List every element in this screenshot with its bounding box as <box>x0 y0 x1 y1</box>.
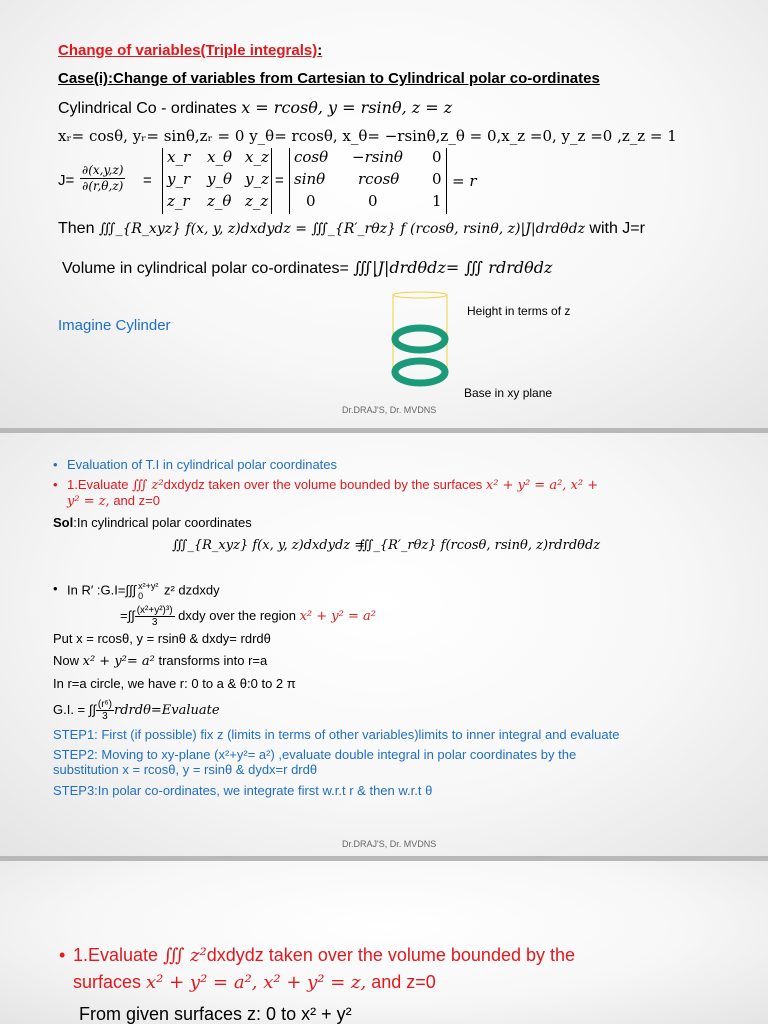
now-line <box>53 653 267 669</box>
matrix1-cell: y_z <box>245 170 269 188</box>
problem-surfaces: x² + y² = a², x² + <box>485 478 599 493</box>
case-heading: Case(i):Change of variables from Cartesian to Cylindrical polar co-ordinates <box>58 70 600 87</box>
inR-limit-top: x²+y² <box>138 581 159 591</box>
problem-text-c: and z=0 <box>109 493 160 508</box>
matrix2-cell: −rsinθ <box>352 148 403 166</box>
eq-line <box>120 605 376 628</box>
eq-line-a: =∫∫ <box>120 607 135 623</box>
then-label: Then <box>58 220 99 237</box>
gi-text-b: rdrdθ=Evaluate <box>114 702 220 718</box>
matrix1-cell: x_r <box>167 148 191 166</box>
bullet-evaluation: • Evaluation of T.I in cylindrical polar coordinates <box>67 457 337 472</box>
cylinder-illustration <box>380 290 460 400</box>
problem-surface-2: y² = z, <box>67 494 110 509</box>
jacobian-lhs: J= <box>58 172 75 189</box>
matrix1-cell: z_r <box>167 192 190 210</box>
sol-equation-left: ∭_{R_xyz} f(x, y, z)dxdydz = <box>172 538 366 553</box>
sol-label: Sol <box>53 515 74 530</box>
matrix2-cell: 1 <box>432 192 442 210</box>
sol-equation-right: ∭_{R′_rθz} f(rcosθ, rsinθ, z)rdrdθdz <box>358 538 601 553</box>
matrix1-cell: x_z <box>245 148 269 166</box>
volume-label: Volume in cylindrical polar co-ordinates= <box>62 260 354 277</box>
slide3-line2 <box>73 972 436 993</box>
matrix1-cell: y_θ <box>207 170 233 188</box>
circle-line: In r=a circle, we have r: 0 to a & θ:0 to 2 π <box>53 676 296 691</box>
now-text-b: transforms into r=a <box>154 653 268 668</box>
slide2-footer: Dr.DRAJ'S, Dr. MVDNS <box>342 839 437 849</box>
cyl-label: Cylindrical Co - ordinates <box>58 100 242 117</box>
matrix1-cell: x_θ <box>207 148 232 166</box>
partial-derivatives-line: xᵣ= cosθ, yᵣ= sinθ,zᵣ = 0 y_θ= rcosθ, x_θ= −rsinθ,z_θ = 0,x_z =0, y_z =0 ,z_z = 1 <box>58 127 677 145</box>
jacobian-numerator: ∂(x,y,z) <box>82 163 124 177</box>
slide-2 <box>0 433 768 856</box>
matrix2-cell: 0 <box>306 192 316 210</box>
then-equation: ∭_{R_xyz} f(x, y, z)dxdydz = ∭_{R′_rθz} f (rcosθ, rsinθ, z)|J|drdθdz <box>98 221 585 237</box>
slide3-surfaces-eq: x² + y² = a², x² + y² = z, <box>146 972 367 993</box>
cylinder-ring-upper <box>395 328 445 350</box>
inR-text-a: In R′ :G.I=∫∫∫ <box>67 582 137 598</box>
matrix1-cell: z_θ <box>207 192 232 210</box>
step2-line2: substitution x = rcosθ, y = rsinθ & dydx=r drdθ <box>53 762 318 777</box>
slide3-bullet <box>73 945 575 966</box>
problem-text-a: 1.Evaluate <box>67 477 133 492</box>
slide3-text-b: dxdydz taken over the volume bounded by the <box>206 945 576 965</box>
slide3-text-a: 1.Evaluate <box>73 945 164 965</box>
sol-text: :In cylindrical polar coordinates <box>73 515 252 530</box>
cyl-equation: x = rcosθ, y = rsinθ, z = z <box>241 98 453 117</box>
slide3-integral: ∭ z² <box>163 945 207 966</box>
slide3-surfaces-label: surfaces <box>73 972 147 992</box>
jacobian-denominator: ∂(r,θ,z) <box>82 179 124 193</box>
matrix2-cell: 0 <box>432 148 442 166</box>
matrix2-cell: sinθ <box>294 170 326 188</box>
inR-limits <box>138 581 158 601</box>
values-matrix <box>289 148 447 214</box>
slide-3 <box>0 861 768 1024</box>
matrix1-cell: y_r <box>167 170 191 188</box>
cylindrical-coords-line <box>58 98 452 118</box>
slide3-text-c: and z=0 <box>366 972 436 992</box>
gi-fraction <box>96 699 114 722</box>
slide-1 <box>0 0 768 428</box>
matrix2-cell: rcosθ <box>358 170 400 188</box>
eq-line-b: dxdy over the region <box>174 607 300 623</box>
cylinder-ring-lower <box>395 361 445 383</box>
eq-line-den: 3 <box>151 617 158 628</box>
now-text-a: Now <box>53 653 83 668</box>
bullet-in-R <box>67 581 220 601</box>
slide1-footer: Dr.DRAJ'S, Dr. MVDNS <box>342 405 437 415</box>
base-label: Base in xy plane <box>464 386 553 400</box>
then-tail: with J=r <box>584 220 645 237</box>
volume-line <box>62 258 552 278</box>
gi-den: 3 <box>102 711 108 722</box>
matrix2-cell: 0 <box>432 170 442 188</box>
step1: STEP1: First (if possible) fix z (limits in terms of other variables)limits to inner integral and evaluate <box>53 727 620 742</box>
jacobian-fraction <box>80 163 125 194</box>
volume-equation: ∭|J|drdθdz= ∭ rdrdθdz <box>353 258 553 277</box>
inR-limit-bottom: 0 <box>138 591 144 601</box>
inR-text-b: z² dzdxdy <box>160 582 220 598</box>
bullet-problem <box>67 477 598 493</box>
gi-line <box>53 699 220 722</box>
slide3-line3: From given surfaces z: 0 to x² + y² <box>79 1004 352 1024</box>
partials-matrix <box>162 148 272 214</box>
matrix1-cell: z_z <box>245 192 269 210</box>
gi-num: (r⁶) <box>97 699 112 710</box>
then-line <box>58 220 645 238</box>
matrix2-cell: cosθ <box>294 148 329 166</box>
matrix2-cell: 0 <box>368 192 378 210</box>
eq-line-num: (x²+y²)³) <box>136 605 173 616</box>
slide-title <box>58 42 322 59</box>
solution-line <box>53 515 252 530</box>
step3: STEP3:In polar co-ordinates, we integrate first w.r.t r & then w.r.t θ <box>53 783 433 798</box>
title-colon: : <box>317 42 323 59</box>
jacobian-result: = r <box>452 172 477 190</box>
bullet-problem-line2 <box>67 493 160 509</box>
gi-text-a: G.I. = ∫∫ <box>53 701 96 717</box>
put-line: Put x = rcosθ, y = rsinθ & dxdy= rdrdθ <box>53 631 271 646</box>
problem-integral: ∭ z² <box>132 478 164 493</box>
eq-line-fraction <box>135 605 175 628</box>
cylinder-top <box>393 292 447 298</box>
eq-line-region: x² + y² = a² <box>299 608 376 624</box>
title-text: Change of variables(Triple integrals) <box>58 42 318 59</box>
height-label: Height in terms of z <box>467 304 571 318</box>
equals-1: = <box>143 172 152 189</box>
now-equation: x² + y²= a² <box>82 654 155 669</box>
equals-2: = <box>275 172 284 189</box>
imagine-cylinder-label: Imagine Cylinder <box>58 317 171 334</box>
step2-line1: STEP2: Moving to xy-plane (x²+y²= a²) ,evaluate double integral in polar coordinates by the <box>53 747 577 762</box>
problem-text-b: dxdydz taken over the volume bounded by the surfaces <box>163 477 486 492</box>
